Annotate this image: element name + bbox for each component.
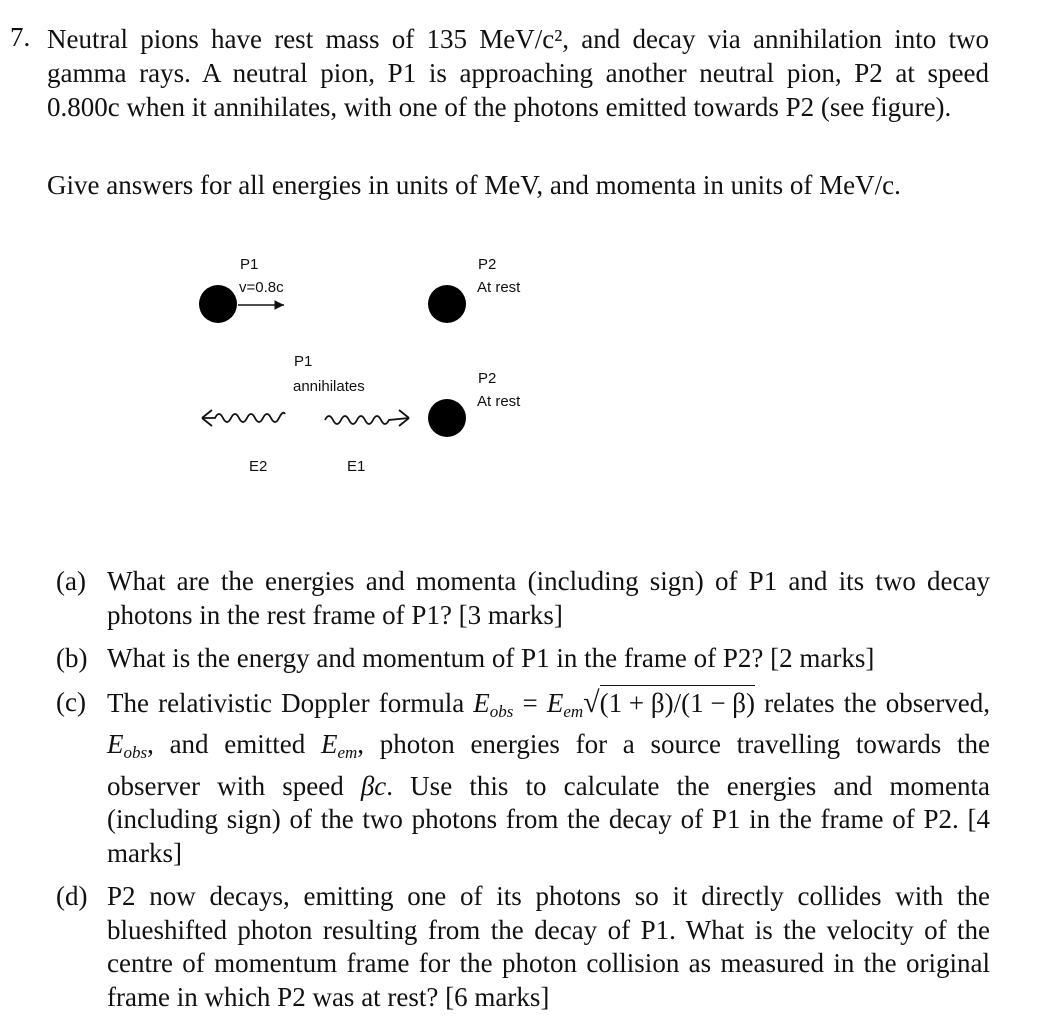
eobs-symbol-sub: obs xyxy=(123,743,148,762)
part-a-label: (a) xyxy=(56,566,86,596)
part-b-text: What is the energy and momentum of P1 in the frame of P2? [2 marks] xyxy=(107,643,875,673)
top-p2-state: At rest xyxy=(477,279,521,296)
speed-symbol: βc xyxy=(360,770,387,801)
question-parts xyxy=(56,565,990,1024)
question-intro: Neutral pions have rest mass of 135 MeV/c², and decay via annihilation into two gamma rays. A neutral pion, P1 is approaching another neutral pion, P2 at speed 0.800c when it annihilates, with one of the photons emitted towards P2 (see figure). xyxy=(47,24,989,122)
photon-e2-label: E2 xyxy=(249,458,268,475)
sqrt-symbol: √ xyxy=(583,685,600,719)
top-p1-particle xyxy=(199,285,237,323)
part-a-text: What are the energies and momenta (including sign) of P1 and its two decay photons in the rest frame of P1? [3 marks] xyxy=(107,566,990,630)
top-p1-speed: v=0.8c xyxy=(239,279,284,296)
eem-symbol-sub: em xyxy=(337,743,358,762)
doppler-formula-lhs-sub: obs xyxy=(489,701,514,721)
bottom-p2-state: At rest xyxy=(477,393,521,410)
doppler-formula-rhs-sub: em xyxy=(563,701,584,721)
doppler-formula-rhs: E xyxy=(546,687,564,718)
part-c-text-mid2: , and emitted xyxy=(147,729,321,759)
eem-symbol: E xyxy=(320,729,338,759)
bottom-p1-state: annihilates xyxy=(293,378,365,395)
top-p2-label: P2 xyxy=(478,256,497,273)
top-p2-particle xyxy=(428,285,466,323)
part-d-label: (d) xyxy=(56,881,88,911)
bottom-p1-label: P1 xyxy=(294,353,313,370)
part-c-label: (c) xyxy=(56,686,86,717)
bottom-p2-particle xyxy=(428,399,466,437)
part-c-text xyxy=(107,686,990,871)
units-note: Give answers for all energies in units of MeV, and momenta in units of MeV/c. xyxy=(47,170,901,200)
part-c xyxy=(56,686,990,871)
doppler-formula-eq: = xyxy=(513,687,547,718)
part-c-text-mid3: , photon energies for a source travelling towards the observer with speed xyxy=(107,729,990,801)
doppler-formula-lhs: E xyxy=(473,687,490,718)
part-d-text: P2 now decays, emitting one of its photons so it directly collides with the blueshifted photon resulting from the decay of P1. What is the velocity of the centre of momentum frame for the photon collision as measured in the original frame in which P2 was at rest? [6 marks] xyxy=(107,881,990,1012)
question-number: 7. xyxy=(10,22,31,52)
part-b xyxy=(56,642,990,676)
part-c-text-after: . Use this to calculate the energies and momenta (including sign) of the two photons from the decay of P1 in the frame of P2. [4 marks] xyxy=(107,770,990,868)
photon-e1-wave xyxy=(325,410,409,426)
doppler-formula-sqrt xyxy=(583,686,755,721)
part-c-text-before: The relativistic Doppler formula xyxy=(107,687,474,718)
top-p1-label: P1 xyxy=(240,256,259,273)
photon-e1-label: E1 xyxy=(347,458,366,475)
part-c-text-mid1: relates the observed, xyxy=(755,687,990,718)
bottom-p2-label: P2 xyxy=(478,370,497,387)
part-b-label: (b) xyxy=(56,643,88,673)
eobs-symbol: E xyxy=(107,729,124,759)
part-a xyxy=(56,565,990,632)
doppler-formula-radicand: (1 + β)/(1 − β) xyxy=(600,685,755,718)
part-d xyxy=(56,880,990,1014)
photon-e2-wave xyxy=(202,410,285,426)
